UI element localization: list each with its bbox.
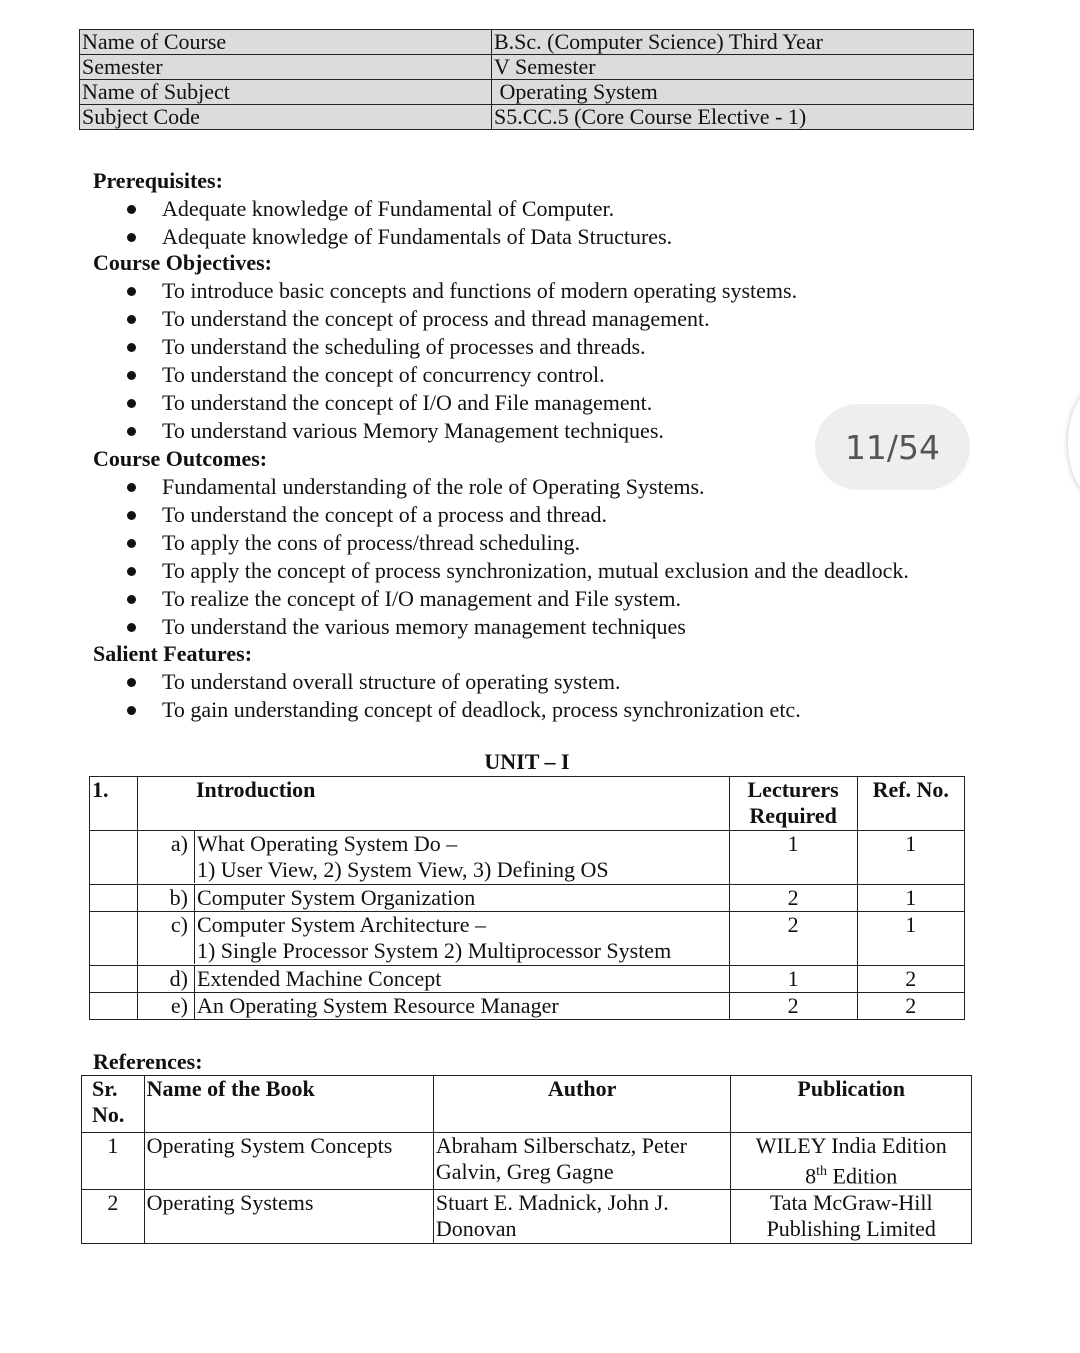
table-row [82, 1076, 972, 1133]
ref-sr: 1 [82, 1133, 145, 1190]
references-heading: References: [93, 1049, 203, 1074]
unit-topic: Introduction [137, 777, 729, 831]
table-row [80, 30, 974, 55]
objectives-heading: Course Objectives: [93, 250, 273, 275]
bullet-icon [127, 427, 136, 436]
row-topic: Computer System Organization [194, 885, 475, 911]
table-row [90, 966, 965, 993]
list-item: To understand the concept of process and thread management. [122, 305, 797, 333]
info-label: Semester [80, 55, 492, 80]
col-author: Author [433, 1076, 731, 1133]
unit-number: 1. [90, 777, 138, 831]
list-item: To gain understanding concept of deadlock, process synchronization etc. [122, 696, 801, 724]
bullet-icon [127, 511, 136, 520]
ref-publication: WILEY India Edition 8th Edition [731, 1133, 972, 1190]
list-item: Fundamental understanding of the role of Operating Systems. [122, 473, 909, 501]
objectives-list [122, 277, 797, 445]
list-item: To understand the concept of I/O and File management. [122, 389, 797, 417]
table-row [90, 885, 965, 912]
col-sr: Sr. No. [82, 1076, 145, 1133]
col-ref: Ref. No. [857, 777, 965, 831]
bullet-icon [127, 595, 136, 604]
bullet-icon [127, 567, 136, 576]
info-label: Subject Code [80, 105, 492, 130]
table-row [90, 993, 965, 1020]
row-lectures: 1 [729, 831, 857, 885]
table-row [80, 105, 974, 130]
row-letter: d) [169, 966, 188, 991]
info-label: Name of Subject [80, 80, 492, 105]
list-item: To understand the scheduling of processes and threads. [122, 333, 797, 361]
table-row [90, 912, 965, 966]
ref-author: Stuart E. Madnick, John J. Donovan [433, 1190, 731, 1244]
row-ref: 1 [857, 912, 965, 966]
unit-table [89, 776, 965, 1020]
list-item: To understand the various memory management techniques [122, 613, 909, 641]
unit-title: UNIT – I [484, 749, 570, 774]
row-letter: a) [170, 831, 188, 856]
list-item: Adequate knowledge of Fundamental of Computer. [122, 195, 672, 223]
row-letter: e) [170, 993, 188, 1018]
list-item: To understand overall structure of operating system. [122, 668, 801, 696]
list-item: To realize the concept of I/O management and File system. [122, 585, 909, 613]
row-letter: c) [170, 912, 188, 937]
salient-list [122, 668, 801, 724]
bullet-icon [127, 315, 136, 324]
row-topic: An Operating System Resource Manager [194, 993, 559, 1019]
bullet-icon [127, 205, 136, 214]
bullet-icon [127, 706, 136, 715]
bullet-icon [127, 539, 136, 548]
row-lectures: 2 [729, 885, 857, 912]
list-item: To understand various Memory Management techniques. [122, 417, 797, 445]
bullet-icon [127, 399, 136, 408]
bullet-icon [127, 623, 136, 632]
row-ref: 1 [857, 831, 965, 885]
outcomes-heading: Course Outcomes: [93, 446, 268, 471]
row-letter: b) [169, 885, 188, 910]
table-row [90, 777, 965, 831]
list-item: To introduce basic concepts and functions of modern operating systems. [122, 277, 797, 305]
prerequisites-heading: Prerequisites: [93, 168, 223, 193]
row-topic: What Operating System Do – 1) User View, 2) System View, 3) Defining OS [194, 831, 609, 883]
row-topic: Computer System Architecture – 1) Single Processor System 2) Multiprocessor System [194, 912, 671, 964]
bullet-icon [127, 483, 136, 492]
info-value: B.Sc. (Computer Science) Third Year [492, 30, 974, 55]
prerequisites-list [122, 195, 672, 251]
references-table [81, 1075, 972, 1244]
list-item: To understand the concept of a process and thread. [122, 501, 909, 529]
table-row [80, 55, 974, 80]
table-row [82, 1133, 972, 1190]
col-publication: Publication [731, 1076, 972, 1133]
bullet-icon [127, 233, 136, 242]
info-value: Operating System [492, 80, 974, 105]
list-item: Adequate knowledge of Fundamentals of Data Structures. [122, 223, 672, 251]
table-row [82, 1190, 972, 1244]
row-lectures: 1 [729, 966, 857, 993]
row-lectures: 2 [729, 993, 857, 1020]
col-book: Name of the Book [144, 1076, 433, 1133]
row-ref: 2 [857, 966, 965, 993]
scroll-handle[interactable] [1068, 388, 1080, 498]
salient-heading: Salient Features: [93, 641, 253, 666]
list-item: To apply the concept of process synchronization, mutual exclusion and the deadlock. [122, 557, 909, 585]
ref-sr: 2 [82, 1190, 145, 1244]
ref-publication: Tata McGraw-Hill Publishing Limited [731, 1190, 972, 1244]
col-lectures: Lecturers Required [729, 777, 857, 831]
course-info-table [79, 29, 974, 130]
bullet-icon [127, 371, 136, 380]
row-ref: 1 [857, 885, 965, 912]
row-lectures: 2 [729, 912, 857, 966]
ref-author: Abraham Silberschatz, Peter Galvin, Greg Gagne [433, 1133, 731, 1190]
list-item: To understand the concept of concurrency control. [122, 361, 797, 389]
list-item: To apply the cons of process/thread scheduling. [122, 529, 909, 557]
info-label: Name of Course [80, 30, 492, 55]
outcomes-list [122, 473, 909, 641]
bullet-icon [127, 343, 136, 352]
table-row [90, 831, 965, 885]
row-ref: 2 [857, 993, 965, 1020]
table-row [80, 80, 974, 105]
bullet-icon [127, 678, 136, 687]
info-value: S5.CC.5 (Core Course Elective - 1) [492, 105, 974, 130]
bullet-icon [127, 287, 136, 296]
ref-book: Operating Systems [144, 1190, 433, 1244]
ref-book: Operating System Concepts [144, 1133, 433, 1190]
row-topic: Extended Machine Concept [194, 966, 441, 992]
info-value: V Semester [492, 55, 974, 80]
page-indicator: 11/54 [815, 404, 970, 490]
